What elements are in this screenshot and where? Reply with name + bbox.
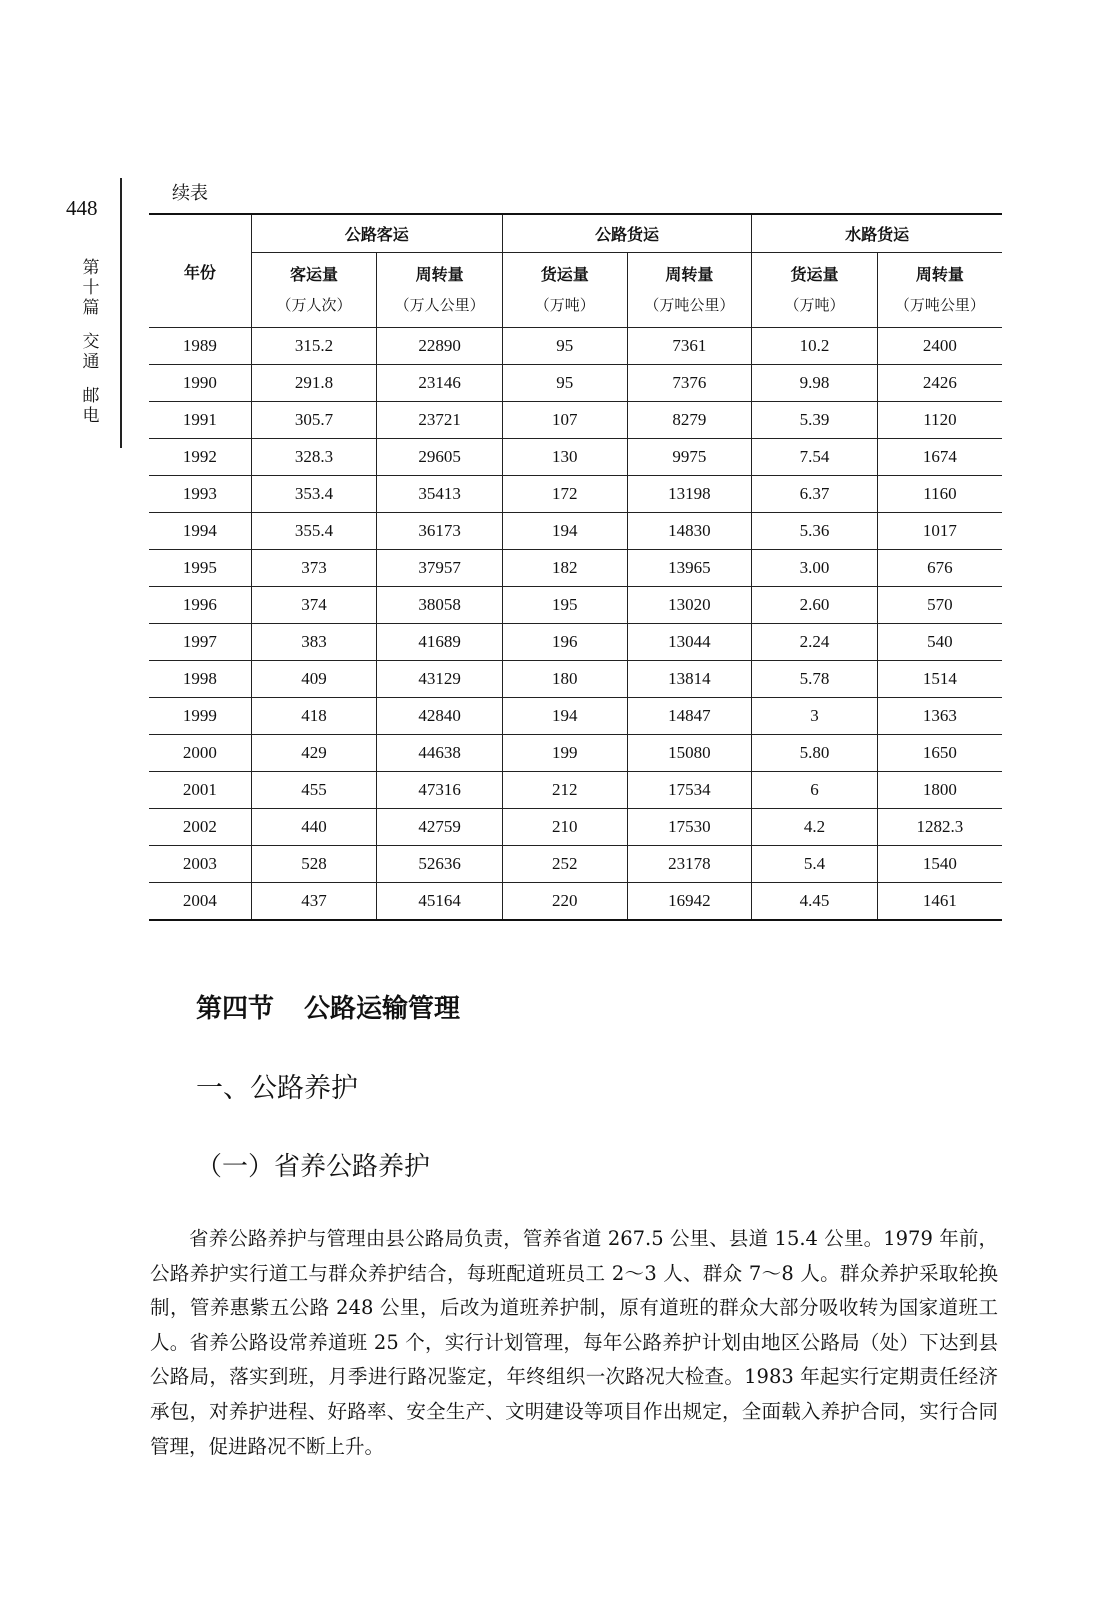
table-cell: 95	[502, 365, 627, 402]
table-cell: 374	[251, 587, 377, 624]
table-cell: 41689	[377, 624, 503, 661]
column-label: 周转量	[665, 265, 714, 284]
year-cell: 1989	[149, 328, 251, 365]
table-cell: 409	[251, 661, 377, 698]
column-label: 客运量	[289, 265, 338, 284]
table-cell: 373	[251, 550, 377, 587]
table-cell: 315.2	[251, 328, 377, 365]
table-cell: 194	[502, 698, 627, 735]
table-cell: 2400	[877, 328, 1002, 365]
table-cell: 195	[502, 587, 627, 624]
table-cell: 291.8	[251, 365, 377, 402]
column-label: 货运量	[540, 265, 589, 284]
table-cell: 5.39	[752, 402, 878, 439]
chapter-char: 邮	[82, 386, 100, 406]
column-unit: （万吨公里）	[644, 296, 735, 314]
table-body	[149, 328, 1002, 921]
table-cell: 676	[877, 550, 1002, 587]
table-cell: 1282.3	[877, 809, 1002, 846]
table-cell: 4.2	[752, 809, 878, 846]
year-column-header: 年份	[149, 214, 251, 328]
table-cell: 194	[502, 513, 627, 550]
chapter-char: 通	[82, 352, 100, 372]
table-row	[149, 550, 1002, 587]
table-cell: 199	[502, 735, 627, 772]
year-cell: 1995	[149, 550, 251, 587]
table-cell: 1800	[877, 772, 1002, 809]
table-row	[149, 735, 1002, 772]
table-row	[149, 439, 1002, 476]
table-cell: 383	[251, 624, 377, 661]
table-cell: 305.7	[251, 402, 377, 439]
column-unit: （万人公里）	[394, 296, 485, 314]
table-cell: 23146	[377, 365, 503, 402]
column-unit: （万吨）	[534, 296, 595, 314]
table-cell: 9.98	[752, 365, 878, 402]
page-number: 448	[66, 196, 98, 220]
table-row	[149, 809, 1002, 846]
table-cell: 4.45	[752, 883, 878, 921]
margin-rule	[120, 178, 122, 448]
table-cell: 5.36	[752, 513, 878, 550]
table-cell: 1120	[877, 402, 1002, 439]
year-cell: 1991	[149, 402, 251, 439]
table-cell: 540	[877, 624, 1002, 661]
column-header	[877, 253, 1002, 328]
section-number: 第四节	[196, 994, 275, 1024]
table-cell: 7361	[627, 328, 752, 365]
table-cell: 212	[502, 772, 627, 809]
table-row	[149, 846, 1002, 883]
table-cell: 23721	[377, 402, 503, 439]
table-cell: 196	[502, 624, 627, 661]
transport-statistics-table	[149, 213, 1002, 921]
group-header-road-freight: 公路货运	[502, 214, 751, 253]
section-title	[196, 988, 460, 1025]
table-cell: 15080	[627, 735, 752, 772]
year-cell: 1998	[149, 661, 251, 698]
table-cell: 107	[502, 402, 627, 439]
table-cell: 180	[502, 661, 627, 698]
table-cell: 1363	[877, 698, 1002, 735]
table-cell: 2.24	[752, 624, 878, 661]
table-cell: 252	[502, 846, 627, 883]
year-cell: 1990	[149, 365, 251, 402]
table-cell: 44638	[377, 735, 503, 772]
year-cell: 1992	[149, 439, 251, 476]
column-unit: （万吨公里）	[894, 296, 985, 314]
year-cell: 1997	[149, 624, 251, 661]
year-cell: 2000	[149, 735, 251, 772]
table-row	[149, 587, 1002, 624]
table-cell: 35413	[377, 476, 503, 513]
table-cell: 14847	[627, 698, 752, 735]
table-cell: 2426	[877, 365, 1002, 402]
column-label: 货运量	[790, 265, 839, 284]
table-cell: 7.54	[752, 439, 878, 476]
year-cell: 1999	[149, 698, 251, 735]
table-cell: 52636	[377, 846, 503, 883]
table-cell: 22890	[377, 328, 503, 365]
table-cell: 437	[251, 883, 377, 921]
column-unit: （万吨）	[784, 296, 845, 314]
table-cell: 3.00	[752, 550, 878, 587]
column-header	[251, 253, 377, 328]
table-row	[149, 661, 1002, 698]
table-cell: 42840	[377, 698, 503, 735]
table-cell: 37957	[377, 550, 503, 587]
subheading-level-2: （一）省养公路养护	[196, 1152, 431, 1182]
section-name: 公路运输管理	[304, 994, 461, 1024]
table-row	[149, 365, 1002, 402]
column-header	[377, 253, 503, 328]
table-row	[149, 476, 1002, 513]
table-cell: 1160	[877, 476, 1002, 513]
table-cell: 130	[502, 439, 627, 476]
table-row	[149, 402, 1002, 439]
table-cell: 38058	[377, 587, 503, 624]
column-unit: （万人次）	[276, 296, 352, 314]
table-cell: 8279	[627, 402, 752, 439]
table-cell: 13198	[627, 476, 752, 513]
year-cell: 2004	[149, 883, 251, 921]
table-row	[149, 328, 1002, 365]
table-cell: 1674	[877, 439, 1002, 476]
table-cell: 210	[502, 809, 627, 846]
chapter-char: 交	[82, 332, 100, 352]
table-cell: 1461	[877, 883, 1002, 921]
chapter-char: 十	[82, 278, 100, 298]
table-cell: 6	[752, 772, 878, 809]
table-cell: 355.4	[251, 513, 377, 550]
table-cell: 13965	[627, 550, 752, 587]
table-row	[149, 883, 1002, 921]
table-cell: 1017	[877, 513, 1002, 550]
column-header	[502, 253, 627, 328]
table-cell: 17530	[627, 809, 752, 846]
table-cell: 10.2	[752, 328, 878, 365]
table-cell: 2.60	[752, 587, 878, 624]
year-cell: 2001	[149, 772, 251, 809]
table-cell: 5.4	[752, 846, 878, 883]
chapter-side-title	[80, 258, 102, 426]
year-cell: 1994	[149, 513, 251, 550]
chapter-char: 篇	[82, 298, 100, 318]
column-label: 周转量	[915, 265, 964, 284]
table-continuation-label: 续表	[172, 183, 208, 204]
table-cell: 23178	[627, 846, 752, 883]
year-cell: 2002	[149, 809, 251, 846]
table-cell: 42759	[377, 809, 503, 846]
table-cell: 17534	[627, 772, 752, 809]
table-cell: 7376	[627, 365, 752, 402]
table-cell: 172	[502, 476, 627, 513]
table-cell: 14830	[627, 513, 752, 550]
table-cell: 47316	[377, 772, 503, 809]
table-cell: 528	[251, 846, 377, 883]
table-cell: 328.3	[251, 439, 377, 476]
table-cell: 36173	[377, 513, 503, 550]
table-cell: 1514	[877, 661, 1002, 698]
table-cell: 9975	[627, 439, 752, 476]
column-label: 周转量	[415, 265, 464, 284]
column-header	[627, 253, 752, 328]
table-cell: 13020	[627, 587, 752, 624]
group-header-road-passenger: 公路客运	[251, 214, 502, 253]
table-cell: 13044	[627, 624, 752, 661]
body-paragraph: 省养公路养护与管理由县公路局负责，管养省道 267.5 公里、县道 15.4 公里。1979 年前，公路养护实行道工与群众养护结合，每班配道班员工 2～3 人、群众 7～8 人。群众养护采取轮换制，管养惠紫五公路 248 公里，后改为道班养护制，原有道班的群众大部分吸收转为国家道班工人。省养公路设常养道班 25 个，实行计划管理，每年公路养护计划由地区公路局（处）下达到县公路局，落实到班，月季进行路况鉴定，年终组织一次路况大检查。1983 年起实行定期责任经济承包，对养护进程、好路率、安全生产、文明建设等项目作出规定，全面载入养护合同，实行合同管理，促进路况不断上升。	[150, 1227, 998, 1458]
chapter-char: 第	[82, 258, 100, 278]
table-cell: 182	[502, 550, 627, 587]
year-cell: 1993	[149, 476, 251, 513]
table-cell: 220	[502, 883, 627, 921]
table-cell: 429	[251, 735, 377, 772]
table-cell: 440	[251, 809, 377, 846]
table-row	[149, 698, 1002, 735]
table-cell: 455	[251, 772, 377, 809]
column-header	[752, 253, 878, 328]
chapter-char: 电	[82, 406, 100, 426]
table-cell: 5.78	[752, 661, 878, 698]
table-cell: 95	[502, 328, 627, 365]
table-cell: 3	[752, 698, 878, 735]
table-cell: 13814	[627, 661, 752, 698]
subheading-level-1: 一、公路养护	[196, 1073, 358, 1104]
table-cell: 353.4	[251, 476, 377, 513]
group-header-water-freight: 水路货运	[752, 214, 1002, 253]
table-row	[149, 624, 1002, 661]
table-cell: 45164	[377, 883, 503, 921]
table-row	[149, 772, 1002, 809]
table-row	[149, 513, 1002, 550]
table-cell: 43129	[377, 661, 503, 698]
year-cell: 2003	[149, 846, 251, 883]
table-cell: 16942	[627, 883, 752, 921]
table-cell: 1650	[877, 735, 1002, 772]
table-cell: 1540	[877, 846, 1002, 883]
table-cell: 570	[877, 587, 1002, 624]
year-cell: 1996	[149, 587, 251, 624]
table-cell: 418	[251, 698, 377, 735]
table-cell: 5.80	[752, 735, 878, 772]
table-cell: 29605	[377, 439, 503, 476]
table-cell: 6.37	[752, 476, 878, 513]
